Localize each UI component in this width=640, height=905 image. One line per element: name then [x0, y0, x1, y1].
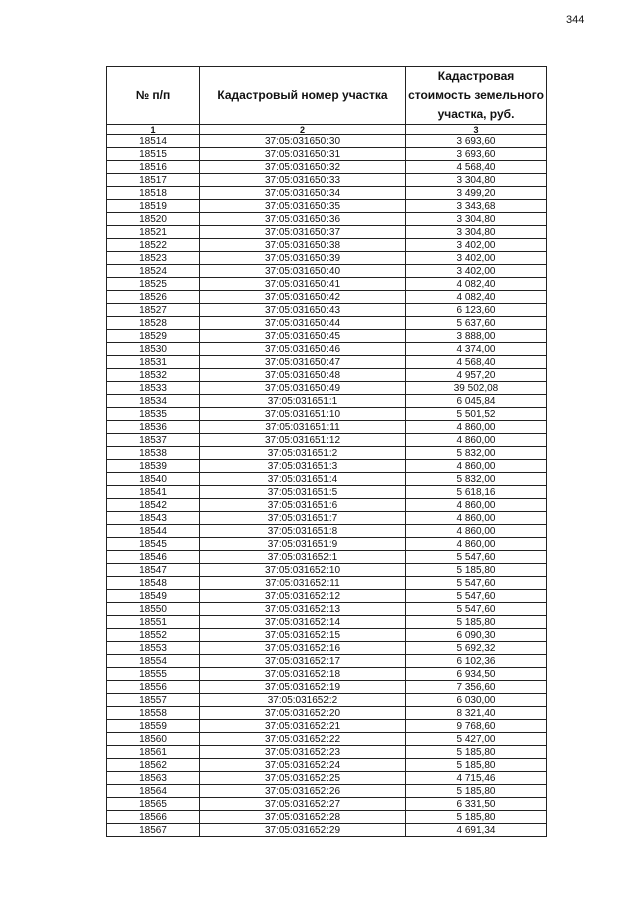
table-row [107, 395, 547, 408]
cell-index: 18515 [107, 148, 200, 161]
table-row [107, 720, 547, 733]
cell-cadastral-value: 7 356,60 [406, 681, 547, 694]
cell-cadastral-number: 37:05:031651:6 [200, 499, 406, 512]
cell-cadastral-number: 37:05:031651:1 [200, 395, 406, 408]
table-row [107, 213, 547, 226]
cell-index: 18565 [107, 798, 200, 811]
header-row [107, 67, 547, 125]
cell-cadastral-number: 37:05:031652:23 [200, 746, 406, 759]
cell-index: 18542 [107, 499, 200, 512]
cell-cadastral-number: 37:05:031652:20 [200, 707, 406, 720]
table-row [107, 473, 547, 486]
cell-index: 18534 [107, 395, 200, 408]
table-row [107, 707, 547, 720]
cell-index: 18541 [107, 486, 200, 499]
table-row [107, 811, 547, 824]
cell-index: 18559 [107, 720, 200, 733]
cell-cadastral-number: 37:05:031651:8 [200, 525, 406, 538]
cell-cadastral-value: 4 860,00 [406, 434, 547, 447]
table-row [107, 499, 547, 512]
cell-cadastral-number: 37:05:031652:12 [200, 590, 406, 603]
cell-cadastral-number: 37:05:031650:32 [200, 161, 406, 174]
cell-cadastral-number: 37:05:031651:5 [200, 486, 406, 499]
cell-index: 18519 [107, 200, 200, 213]
cell-cadastral-value: 5 427,00 [406, 733, 547, 746]
cell-cadastral-number: 37:05:031650:38 [200, 239, 406, 252]
cell-index: 18537 [107, 434, 200, 447]
cell-cadastral-value: 5 185,80 [406, 746, 547, 759]
cell-index: 18516 [107, 161, 200, 174]
table-row [107, 551, 547, 564]
cell-cadastral-number: 37:05:031651:2 [200, 447, 406, 460]
cell-cadastral-value: 4 691,34 [406, 824, 547, 837]
cell-cadastral-number: 37:05:031652:22 [200, 733, 406, 746]
cell-index: 18564 [107, 785, 200, 798]
cell-index: 18514 [107, 135, 200, 148]
table-row [107, 785, 547, 798]
table-row [107, 668, 547, 681]
table-row [107, 408, 547, 421]
cell-cadastral-value: 6 090,30 [406, 629, 547, 642]
table-row [107, 174, 547, 187]
table-row [107, 616, 547, 629]
table-row [107, 525, 547, 538]
cell-index: 18530 [107, 343, 200, 356]
cell-cadastral-value: 9 768,60 [406, 720, 547, 733]
cell-cadastral-value: 6 934,50 [406, 668, 547, 681]
cell-cadastral-value: 3 343,68 [406, 200, 547, 213]
cell-cadastral-number: 37:05:031652:11 [200, 577, 406, 590]
cell-cadastral-number: 37:05:031650:42 [200, 291, 406, 304]
cell-cadastral-number: 37:05:031650:39 [200, 252, 406, 265]
cell-cadastral-value: 3 304,80 [406, 213, 547, 226]
cell-cadastral-number: 37:05:031652:19 [200, 681, 406, 694]
cell-cadastral-number: 37:05:031652:15 [200, 629, 406, 642]
cell-cadastral-number: 37:05:031650:48 [200, 369, 406, 382]
cell-cadastral-number: 37:05:031650:33 [200, 174, 406, 187]
cell-index: 18561 [107, 746, 200, 759]
cell-cadastral-value: 5 185,80 [406, 759, 547, 772]
cell-cadastral-value: 39 502,08 [406, 382, 547, 395]
cell-cadastral-number: 37:05:031651:12 [200, 434, 406, 447]
cell-cadastral-value: 6 102,36 [406, 655, 547, 668]
cell-index: 18531 [107, 356, 200, 369]
table-row [107, 239, 547, 252]
cadastral-table [106, 66, 547, 837]
cell-cadastral-value: 4 374,00 [406, 343, 547, 356]
table-row [107, 681, 547, 694]
cell-cadastral-value: 3 693,60 [406, 135, 547, 148]
cell-index: 18535 [107, 408, 200, 421]
cell-index: 18546 [107, 551, 200, 564]
cell-index: 18558 [107, 707, 200, 720]
table-row [107, 356, 547, 369]
cell-cadastral-number: 37:05:031651:7 [200, 512, 406, 525]
table-row [107, 343, 547, 356]
table-row [107, 148, 547, 161]
cell-index: 18547 [107, 564, 200, 577]
cell-index: 18521 [107, 226, 200, 239]
cell-cadastral-value: 4 082,40 [406, 291, 547, 304]
table-row [107, 759, 547, 772]
table-row [107, 434, 547, 447]
cell-index: 18549 [107, 590, 200, 603]
cell-cadastral-number: 37:05:031650:35 [200, 200, 406, 213]
table-row [107, 252, 547, 265]
cell-cadastral-number: 37:05:031652:1 [200, 551, 406, 564]
cell-index: 18555 [107, 668, 200, 681]
cell-cadastral-number: 37:05:031650:49 [200, 382, 406, 395]
cell-cadastral-value: 6 045,84 [406, 395, 547, 408]
cell-cadastral-value: 4 082,40 [406, 278, 547, 291]
cell-index: 18524 [107, 265, 200, 278]
cell-cadastral-number: 37:05:031652:24 [200, 759, 406, 772]
cell-cadastral-value: 5 185,80 [406, 811, 547, 824]
cell-cadastral-value: 4 568,40 [406, 161, 547, 174]
cell-cadastral-number: 37:05:031652:26 [200, 785, 406, 798]
cell-cadastral-value: 5 185,80 [406, 616, 547, 629]
table-row [107, 694, 547, 707]
cell-index: 18554 [107, 655, 200, 668]
cell-cadastral-number: 37:05:031652:2 [200, 694, 406, 707]
cell-index: 18552 [107, 629, 200, 642]
cell-cadastral-number: 37:05:031650:34 [200, 187, 406, 200]
cell-index: 18538 [107, 447, 200, 460]
table-row [107, 512, 547, 525]
column-number-row [107, 125, 547, 135]
table-row [107, 642, 547, 655]
cell-cadastral-number: 37:05:031650:37 [200, 226, 406, 239]
cell-cadastral-value: 3 402,00 [406, 252, 547, 265]
cell-cadastral-number: 37:05:031652:27 [200, 798, 406, 811]
cell-cadastral-number: 37:05:031652:16 [200, 642, 406, 655]
cell-cadastral-value: 5 692,32 [406, 642, 547, 655]
cell-cadastral-number: 37:05:031650:40 [200, 265, 406, 278]
cell-index: 18566 [107, 811, 200, 824]
table-body [107, 135, 547, 837]
cell-cadastral-value: 5 185,80 [406, 564, 547, 577]
cell-cadastral-value: 4 957,20 [406, 369, 547, 382]
cell-index: 18533 [107, 382, 200, 395]
cell-cadastral-number: 37:05:031650:46 [200, 343, 406, 356]
cell-index: 18567 [107, 824, 200, 837]
table-row [107, 369, 547, 382]
table-row [107, 187, 547, 200]
table-row [107, 382, 547, 395]
column-number-3: 3 [406, 125, 547, 135]
cell-index: 18551 [107, 616, 200, 629]
cell-cadastral-value: 4 860,00 [406, 538, 547, 551]
table-row [107, 577, 547, 590]
cell-index: 18553 [107, 642, 200, 655]
cell-index: 18523 [107, 252, 200, 265]
cell-cadastral-value: 5 547,60 [406, 577, 547, 590]
cell-cadastral-value: 5 185,80 [406, 785, 547, 798]
cell-index: 18548 [107, 577, 200, 590]
cell-index: 18522 [107, 239, 200, 252]
cell-cadastral-number: 37:05:031650:45 [200, 330, 406, 343]
table-row [107, 655, 547, 668]
cell-index: 18550 [107, 603, 200, 616]
cell-index: 18525 [107, 278, 200, 291]
cell-cadastral-value: 8 321,40 [406, 707, 547, 720]
cell-cadastral-number: 37:05:031650:30 [200, 135, 406, 148]
cell-index: 18544 [107, 525, 200, 538]
cell-cadastral-value: 4 568,40 [406, 356, 547, 369]
table-row [107, 447, 547, 460]
cell-cadastral-number: 37:05:031650:44 [200, 317, 406, 330]
cell-index: 18557 [107, 694, 200, 707]
cell-index: 18528 [107, 317, 200, 330]
cell-cadastral-value: 3 499,20 [406, 187, 547, 200]
table-row [107, 746, 547, 759]
cell-cadastral-value: 3 304,80 [406, 174, 547, 187]
cell-cadastral-value: 3 693,60 [406, 148, 547, 161]
cell-cadastral-number: 37:05:031652:28 [200, 811, 406, 824]
cell-cadastral-value: 5 832,00 [406, 473, 547, 486]
cell-cadastral-number: 37:05:031650:31 [200, 148, 406, 161]
table-row [107, 629, 547, 642]
cell-cadastral-value: 5 832,00 [406, 447, 547, 460]
cell-cadastral-number: 37:05:031651:11 [200, 421, 406, 434]
cell-index: 18539 [107, 460, 200, 473]
table-row [107, 486, 547, 499]
cell-cadastral-value: 4 860,00 [406, 512, 547, 525]
cell-cadastral-value: 5 547,60 [406, 590, 547, 603]
cell-index: 18562 [107, 759, 200, 772]
cell-cadastral-number: 37:05:031651:10 [200, 408, 406, 421]
cell-index: 18532 [107, 369, 200, 382]
cell-cadastral-number: 37:05:031652:17 [200, 655, 406, 668]
cell-cadastral-value: 4 860,00 [406, 499, 547, 512]
cell-index: 18529 [107, 330, 200, 343]
cell-index: 18517 [107, 174, 200, 187]
column-number-2: 2 [200, 125, 406, 135]
header-index: № п/п [107, 67, 200, 125]
table-row [107, 421, 547, 434]
table-row [107, 265, 547, 278]
cell-cadastral-number: 37:05:031650:36 [200, 213, 406, 226]
table-row [107, 135, 547, 148]
table-row [107, 200, 547, 213]
cell-index: 18563 [107, 772, 200, 785]
cell-cadastral-number: 37:05:031652:13 [200, 603, 406, 616]
cell-cadastral-value: 5 547,60 [406, 603, 547, 616]
cell-cadastral-value: 3 304,80 [406, 226, 547, 239]
cell-cadastral-number: 37:05:031652:29 [200, 824, 406, 837]
cell-cadastral-number: 37:05:031651:9 [200, 538, 406, 551]
cell-cadastral-value: 3 888,00 [406, 330, 547, 343]
table-row [107, 538, 547, 551]
cell-index: 18560 [107, 733, 200, 746]
cell-cadastral-number: 37:05:031651:4 [200, 473, 406, 486]
cell-index: 18545 [107, 538, 200, 551]
cell-cadastral-value: 4 860,00 [406, 460, 547, 473]
cell-index: 18518 [107, 187, 200, 200]
cell-cadastral-value: 4 860,00 [406, 421, 547, 434]
table-row [107, 564, 547, 577]
column-number-1: 1 [107, 125, 200, 135]
cell-cadastral-value: 6 030,00 [406, 694, 547, 707]
table-row [107, 161, 547, 174]
table-row [107, 317, 547, 330]
cell-cadastral-value: 3 402,00 [406, 265, 547, 278]
table-row [107, 330, 547, 343]
table-row [107, 460, 547, 473]
table-row [107, 291, 547, 304]
cell-cadastral-value: 4 715,46 [406, 772, 547, 785]
cell-cadastral-value: 3 402,00 [406, 239, 547, 252]
cell-index: 18526 [107, 291, 200, 304]
cell-cadastral-value: 5 501,52 [406, 408, 547, 421]
cell-cadastral-value: 4 860,00 [406, 525, 547, 538]
cell-cadastral-number: 37:05:031650:41 [200, 278, 406, 291]
cell-index: 18520 [107, 213, 200, 226]
table-row [107, 603, 547, 616]
table-row [107, 226, 547, 239]
table-row [107, 824, 547, 837]
cell-cadastral-number: 37:05:031652:21 [200, 720, 406, 733]
cell-cadastral-number: 37:05:031650:47 [200, 356, 406, 369]
header-cadastral-number: Кадастровый номер участка [200, 67, 406, 125]
cell-index: 18527 [107, 304, 200, 317]
page-number: 344 [566, 14, 585, 26]
cell-index: 18536 [107, 421, 200, 434]
cell-cadastral-number: 37:05:031652:10 [200, 564, 406, 577]
cell-cadastral-value: 5 637,60 [406, 317, 547, 330]
table-row [107, 278, 547, 291]
table-row [107, 733, 547, 746]
cell-cadastral-number: 37:05:031651:3 [200, 460, 406, 473]
cell-cadastral-value: 5 618,16 [406, 486, 547, 499]
cell-cadastral-number: 37:05:031652:18 [200, 668, 406, 681]
cell-index: 18543 [107, 512, 200, 525]
table-row [107, 590, 547, 603]
table-row [107, 772, 547, 785]
header-cadastral-value: Кадастровая стоимость земельного участка, руб. [406, 67, 547, 125]
cell-cadastral-number: 37:05:031652:14 [200, 616, 406, 629]
table-row [107, 798, 547, 811]
cell-cadastral-value: 6 331,50 [406, 798, 547, 811]
cell-cadastral-number: 37:05:031652:25 [200, 772, 406, 785]
cell-index: 18556 [107, 681, 200, 694]
table-row [107, 304, 547, 317]
cell-cadastral-value: 5 547,60 [406, 551, 547, 564]
cell-cadastral-value: 6 123,60 [406, 304, 547, 317]
cell-cadastral-number: 37:05:031650:43 [200, 304, 406, 317]
cell-index: 18540 [107, 473, 200, 486]
